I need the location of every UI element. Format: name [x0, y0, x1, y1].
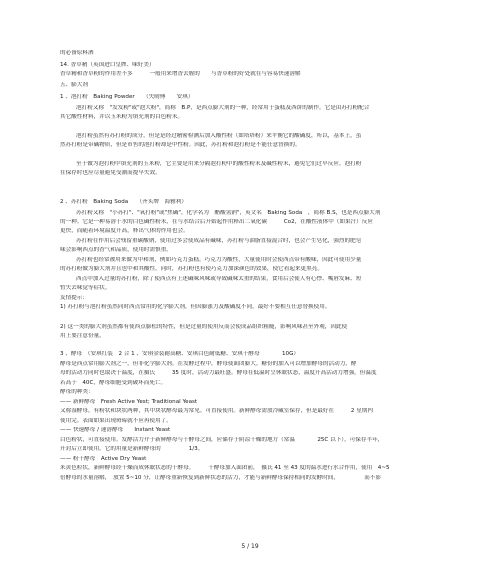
text-line: 的必备原料酒 [60, 50, 94, 56]
text-line: 的一种。它是一种易溶于水的白色碱性粉末，在与水结合后开始起作用释出二氧化碳 Co2，在酸性液体中（如果汁）反应 [60, 219, 373, 225]
text-line: 酵母是西点常用膨大剂之一，但非化学膨大剂。在发酵过程中，酵母使面团膨大。糖份的加入可以增加酵母的活动力，酵 [60, 361, 357, 367]
text-line: 苏打粉又称 "小苏打"、"氧打粉"或"焦碱"，化学名为 醋酸氢钠"，英文名 Baking Soda ，简称 B.S，也是西点膨大剂 [76, 210, 381, 216]
text-line: —— 粉干酵母 Active Dry Yeast [60, 456, 147, 462]
text-line: 暂失去味觉等症状。 [60, 285, 111, 291]
text-line: 若高于 40C，酵母细胞受到破坏而死亡。 [60, 380, 167, 386]
text-line: 2 、苏打粉 Baking Soda （齐头牌 海雅利） [60, 199, 187, 205]
text-line: 14. 香草精（英国进口皇牌、味好美） [60, 62, 155, 68]
text-line: 开封后立即使用。它的用量是新鲜酵母的 1/3。 [60, 446, 204, 452]
text-line: 更快，而随着环境温度升高，释出气体的作用也会。 [60, 228, 189, 234]
text-line: 至于做为泡打粉中填充剂的玉米粉，它主要是用来分隔泡打粉中的酸性粉末及碱性粉末，避免它们过早反应。泡打粉 [76, 161, 362, 167]
text-line: 用上要注意份量。 [60, 333, 105, 339]
text-line: —— 快速酵母 / 速溶酵母 Instant Yeast [60, 427, 171, 433]
text-line: 白色粉状，可直接使用。发酵活力介于新鲜酵母与干酵母之间，应储存于阴凉干燥的地方（常温 25C 以下），可保存半年， [60, 437, 384, 443]
text-line: 3 、酵母 （安琪红装 2 合 1 、安琪金装耐高糖、安琪白色耐低糖、安琪干酵母 10G） [60, 351, 300, 357]
text-line: 然苏打粉是带碱物质，但是市售的泡打粉却是中性粉。因此，苏打粉和泡打粉是不能任意替换的。 [60, 142, 301, 148]
page-number: 5 / 19 [241, 543, 259, 550]
text-line: 五、膨大剂 [60, 82, 88, 88]
text-line: 苏打粉在作用后会残留重碳酸钠，使用过多会使成品有碱味，苏打粉与油脂直接混合时，也会产生皂化，强烈的肥皂 [76, 238, 362, 244]
text-line: 香草精和香草粉的作用差不多 一般用来增香去腥的 与香草粉的好处就在与容易快速溶解 [60, 71, 301, 77]
text-line: 又称湿酵母，有粉状和块状两种，其中块状酵母最为常见。可直接使用。新鲜酵母需放冷藏室保存，但是最好在 2 星期内 [60, 408, 373, 414]
text-line: 泡打粉又称 "发发粉"或"泡大粉"，简称 B.P，是西点膨大剂的一种，经常用于蛋糕及西饼的制作。它是由苏打粉配合 [76, 105, 370, 111]
text-line: 其它酸性材料，并以玉米粉为填充剂的白色粉末。 [60, 114, 184, 120]
text-line: 在保存时也应尽量避免受潮而提早失效。 [60, 170, 161, 176]
text-line: 2) 这一类的膨大剂虽然都有使西点膨松的特性，但是过量的使用反而会使成品组织粗糙，影响风味甚至外观，因此使 [60, 324, 348, 330]
text-line: 酵母的种类： [60, 389, 94, 395]
text-line: 的苏打粉做为膨大剂并且也中和其酸性，同时，苏打粉也有使巧克力加深颜色的效果，使它看起来更黑亮。 [60, 266, 323, 272]
text-line: 友情提示： [60, 295, 88, 301]
text-line: 1) 苏打粉与泡打粉虽然同时西点常用的化学膨大剂，但因膨涨力及酸碱度不同，最好不要相互任意替换使用。 [60, 304, 331, 310]
text-line: 1 、泡打粉 Baking Powder （失晴傅 安琪） [60, 94, 194, 100]
text-line: 苏打粉也经常被用来做为中和剂，例如巧克力蛋糕。巧克力为酸性，大量使用时会使西点带有酸味，因此可使用少量 [76, 257, 362, 263]
text-line: —— 新鲜酵母 Fresh Active Yest; Traditional Yeast [60, 399, 198, 405]
text-line: 使用完。表面如果出现斑霉就不应再使用了。 [60, 418, 172, 424]
text-line: 西点中加入过量的苏打粉，除了使西点有上述碱味风味或导致碱味太重的结果，食用后会使人有心悸、嘴唇发麻、短 [76, 276, 362, 282]
text-line: 米黄色粒状，新鲜酵母经干燥而成休眠状态的干酵母。 干酵母加入面团前， 摄氏 41 至 43 度的温水进行水合作用，使用 4~5 [60, 465, 390, 471]
text-line: 倍酵母的水量溶解， 放置 5~10 分，让酵母重新恢复到新鲜状态的活力，才能与新鲜酵母保持相同的发酵时间， 而不影 [60, 475, 381, 481]
text-line: 母的活动力同时也取决于温度，在摄氏 35 度时，活动力最旺盛。酵母在低温时呈休眠状态，温度升高活动力增强，但温度 [60, 370, 377, 376]
text-line: 味会影响西点的香气和品质，使用时需慎重。 [60, 247, 172, 253]
text-line: 泡打粉虽然有苏打粉的成分，但是是经过精密检测后加入酸性粉（如塔塔粉）来平衡它的酸碱度，所以，基本上，虽 [76, 133, 362, 139]
